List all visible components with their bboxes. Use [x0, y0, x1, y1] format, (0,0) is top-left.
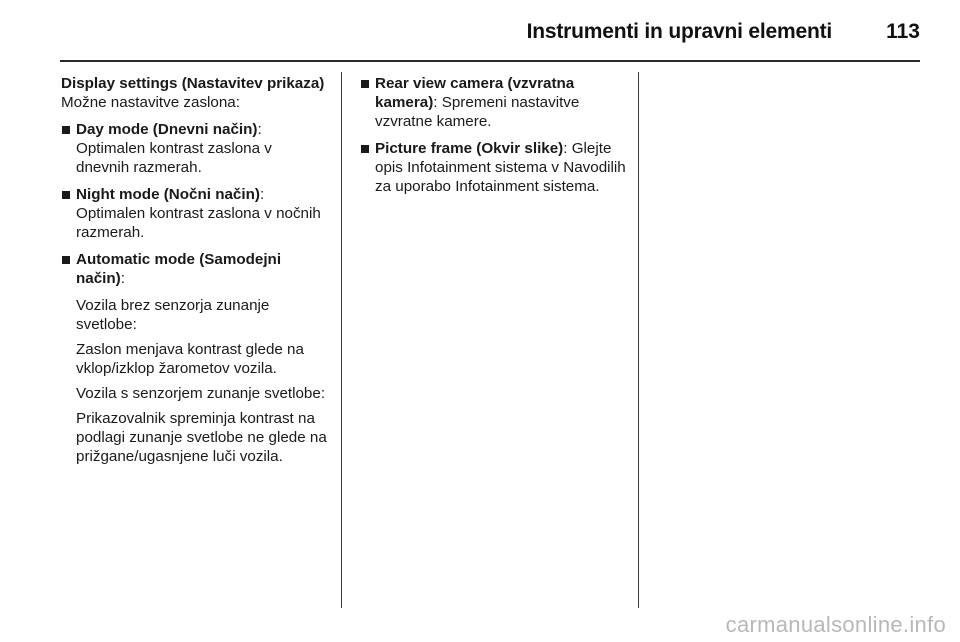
- list-item-picture-frame: [360, 139, 626, 196]
- rear-view-camera-description: Spremeni nastavitve vzvratne kamere.: [375, 94, 580, 130]
- middle-column: [360, 74, 626, 196]
- auto-paragraph-2: Zaslon menjava kontrast glede na vklop/izklop žarometov vozila.: [76, 341, 304, 377]
- term-separator: :: [257, 121, 262, 138]
- term-separator: :: [120, 270, 125, 287]
- term-day-mode: Day mode (Dnevni način): [76, 121, 258, 138]
- left-column: [61, 74, 327, 466]
- list-item-night-mode: [61, 185, 327, 242]
- auto-paragraph-4: Prikazovalnik spreminja kontrast na podlagi zunanje svetlobe ne glede na prižgane/ugasnjene luči vozila.: [76, 410, 327, 465]
- header-title: Instrumenti in upravni elementi: [526, 20, 832, 43]
- term-separator: :: [433, 94, 438, 111]
- page-header: [60, 0, 920, 62]
- auto-paragraph-3: Vozila s senzorjem zunanje svetlobe:: [76, 385, 326, 402]
- list-item-automatic-mode: [61, 250, 327, 288]
- picture-frame-description: Glejte opis Infotainment sistema v Navodilih za uporabo Infotainment sistema.: [375, 140, 626, 195]
- page-number: 113: [886, 20, 920, 43]
- list-item-rear-view-camera: [360, 74, 626, 131]
- intro-text: Možne nastavitve zaslona:: [61, 94, 240, 111]
- term-separator: :: [259, 186, 265, 203]
- day-mode-description: Optimalen kontrast zaslona v dnevnih razmerah.: [76, 140, 272, 176]
- night-mode-description: Optimalen kontrast zaslona v nočnih razmerah.: [76, 205, 321, 241]
- column-divider-2: [638, 72, 639, 608]
- term-night-mode: Night mode (Nočni način): [76, 186, 260, 203]
- term-rear-view-camera: Rear view camera (vzvratna kamera): [375, 75, 575, 111]
- section-heading: Display settings (Nastavitev prikaza): [61, 75, 325, 92]
- column-divider-1: [341, 72, 342, 608]
- term-picture-frame: Picture frame (Okvir slike): [375, 140, 564, 157]
- auto-paragraph-1: Vozila brez senzorja zunanje svetlobe:: [76, 297, 270, 333]
- term-automatic-mode: Automatic mode (Samodejni način): [76, 251, 282, 287]
- list-item-day-mode: [61, 120, 327, 177]
- watermark: carmanualsonline.info: [725, 612, 946, 637]
- term-separator: :: [563, 140, 568, 157]
